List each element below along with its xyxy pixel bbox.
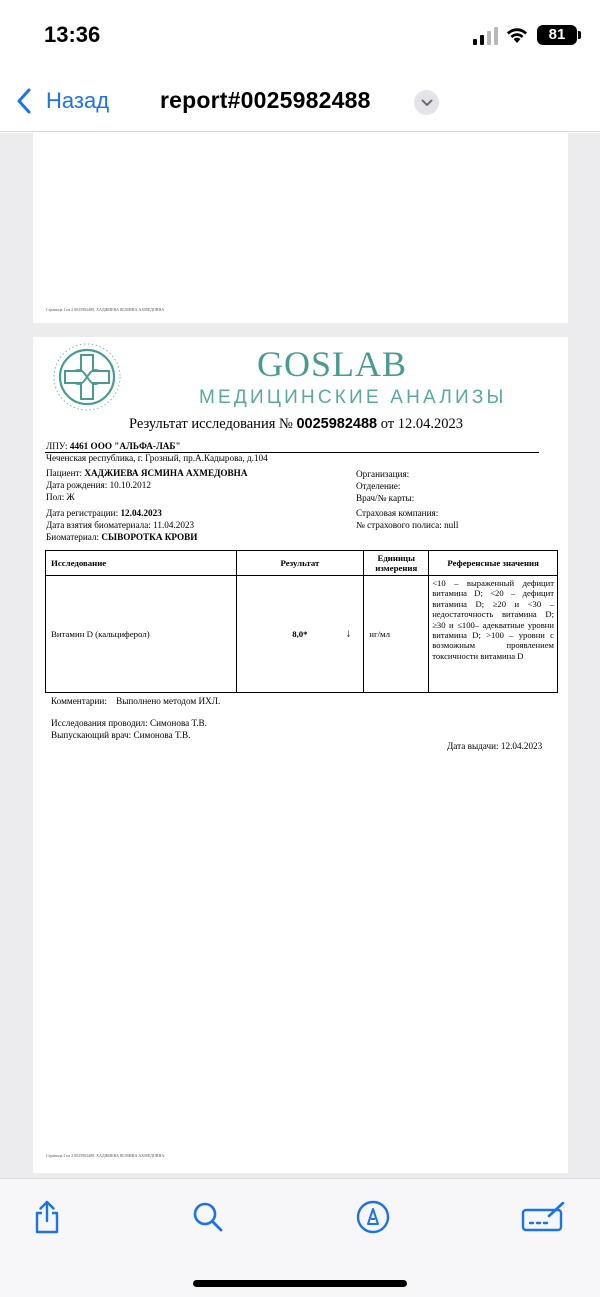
document-title[interactable]: report#0025982488	[160, 87, 371, 113]
home-indicator[interactable]	[193, 1280, 407, 1287]
markup-icon	[356, 1200, 390, 1234]
biomaterial-line	[46, 532, 197, 542]
result-value: 8,0*	[292, 629, 308, 639]
document-viewer[interactable]	[0, 133, 600, 1178]
results-table	[45, 550, 558, 693]
organization: Организация:	[356, 469, 410, 479]
signature-icon	[521, 1202, 567, 1232]
down-arrow-icon: ↓	[345, 627, 352, 640]
biomaterial-value: СЫВОРОТКА КРОВИ	[101, 532, 198, 542]
pdf-page-2	[33, 337, 568, 1173]
search-icon	[192, 1201, 224, 1233]
lpu-address: Чеченская республика, г. Грозный, пр.А.Кадырова, д.104	[46, 453, 268, 463]
test-units: нг/мл	[364, 576, 429, 693]
bottom-toolbar	[0, 1178, 600, 1297]
report-number: 0025982488	[296, 416, 378, 432]
biomaterial-label: Биоматериал:	[46, 532, 100, 542]
table-header-row	[46, 551, 558, 576]
column-header: Единицы измерения	[364, 551, 429, 576]
sex: Пол: Ж	[46, 492, 75, 502]
share-button[interactable]	[27, 1197, 67, 1237]
battery-indicator: 81	[537, 25, 577, 45]
performed-by: Исследования проводил: Симонова Т.В.	[51, 718, 207, 728]
lpu-value: 4461 ООО "АЛЬФА-ЛАБ"	[69, 441, 181, 451]
registration-line	[46, 508, 162, 518]
report-date: от 12.04.2023	[380, 416, 464, 432]
pdf-page-1	[33, 133, 568, 323]
lpu-label: ЛПУ:	[46, 441, 68, 451]
lpu-line	[46, 441, 181, 451]
brand-subtitle: МЕДИЦИНСКИЕ АНАЛИЗЫ	[199, 387, 507, 408]
chevron-down-icon	[421, 99, 433, 107]
doctor-card: Врач/№ карты:	[356, 493, 415, 503]
test-name: Витамин D (кальциферол)	[46, 576, 237, 693]
issue-date: Дата выдачи: 12.04.2023	[447, 741, 543, 751]
markup-button[interactable]	[353, 1197, 393, 1237]
column-header: Исследование	[46, 551, 237, 576]
registration-date: 12.04.2023	[120, 508, 162, 518]
chevron-left-icon	[16, 88, 32, 114]
search-button[interactable]	[188, 1197, 228, 1237]
insurance-policy: № страхового полиса: null	[356, 520, 459, 530]
test-result	[236, 576, 364, 693]
goslab-logo-icon	[51, 341, 123, 413]
reference-values: <10 – выраженный дефицит витамина D; <20 – дефицит витамина D; ≥20 и <30 – недостаточность витамина D; ≥30 и ≤100– адекватные уровни витамина D; >100 – уровни с возможным проявлением токсичности витамина D	[429, 576, 558, 693]
status-bar	[0, 0, 600, 70]
comment-line	[51, 696, 220, 706]
back-button[interactable]	[16, 86, 109, 116]
navigation-bar	[0, 70, 600, 132]
registration-label: Дата регистрации:	[46, 508, 119, 518]
column-header: Референсные значения	[429, 551, 558, 576]
report-title-prefix: Результат исследования №	[129, 416, 293, 432]
birth-date: Дата рождения: 10.10.2012	[46, 480, 151, 490]
status-time: 13:36	[44, 22, 101, 47]
title-menu-button[interactable]	[414, 90, 439, 115]
patient-name: ХАДЖИЕВА ЯСМИНА АХМЕДОВНА	[84, 468, 248, 478]
wifi-icon	[505, 24, 529, 44]
patient-line	[46, 468, 247, 478]
battery-tip	[578, 31, 581, 39]
sample-date: Дата взятия биоматериала: 11.04.2023	[46, 520, 195, 530]
table-row	[46, 576, 558, 693]
cellular-signal-icon	[473, 27, 499, 45]
signature-button[interactable]	[520, 1197, 568, 1237]
comment-value: Выполнено методом ИХЛ.	[116, 696, 221, 706]
department: Отделение:	[356, 481, 401, 491]
column-header: Результат	[236, 551, 364, 576]
back-label: Назад	[46, 88, 110, 113]
issuing-doctor: Выпускающий врач: Симонова Т.В.	[51, 730, 191, 740]
page-footer: Страница 2 из 2 0025982488, ХАДЖИЕВА ЯСМИНА АХМЕДОВНА	[46, 1153, 165, 1158]
page-footer: Страница 1 из 2 0025982488, ХАДЖИЕВА ЯСМИНА АХМЕДОВНА	[46, 307, 165, 312]
report-title	[129, 416, 463, 433]
patient-label: Пациент:	[46, 468, 83, 478]
brand-name: GOSLAB	[257, 344, 408, 384]
comment-label: Комментарии:	[51, 696, 107, 706]
share-icon	[32, 1199, 62, 1235]
insurance-company: Страховая компания:	[356, 508, 439, 518]
